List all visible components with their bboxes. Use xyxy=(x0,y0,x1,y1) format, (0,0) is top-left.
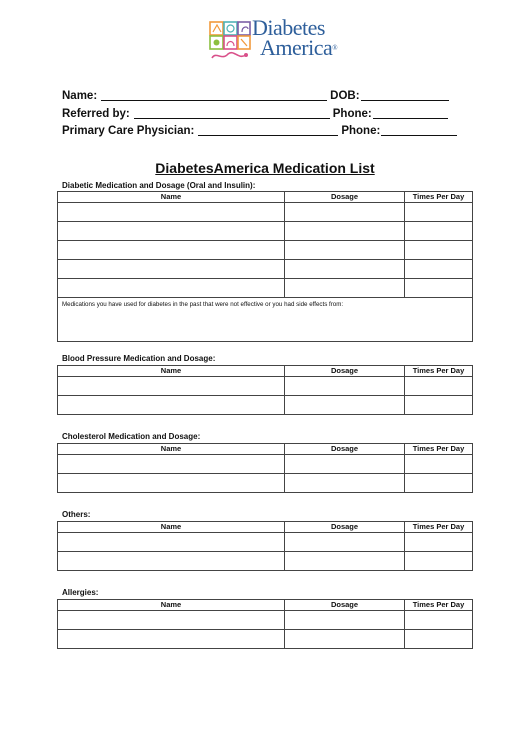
others-table xyxy=(57,521,473,571)
dosage-cell[interactable] xyxy=(285,203,405,222)
table-row xyxy=(58,630,473,649)
referred-by-label: Referred by: xyxy=(62,108,130,120)
dosage-cell[interactable] xyxy=(285,533,405,552)
times-column-header: Times Per Day xyxy=(405,366,473,377)
name-cell[interactable] xyxy=(58,474,285,493)
pcp-field[interactable] xyxy=(198,124,338,136)
table-header-row xyxy=(58,600,473,611)
dosage-column-header: Dosage xyxy=(285,600,405,611)
page-title: DiabetesAmerica Medication List xyxy=(155,160,375,176)
logo-health-icons xyxy=(208,20,252,64)
name-cell[interactable] xyxy=(58,260,285,279)
table-header-row xyxy=(58,192,473,203)
dosage-column-header: Dosage xyxy=(285,522,405,533)
name-label: Name: xyxy=(62,90,98,102)
times-cell[interactable] xyxy=(405,611,473,630)
name-cell[interactable] xyxy=(58,552,285,571)
blood-pressure-section-label: Blood Pressure Medication and Dosage: xyxy=(62,354,216,363)
name-dob-row xyxy=(62,89,452,102)
table-row xyxy=(58,611,473,630)
dob-label: DOB: xyxy=(330,90,360,102)
name-cell[interactable] xyxy=(58,630,285,649)
times-column-header: Times Per Day xyxy=(405,192,473,203)
dosage-cell[interactable] xyxy=(285,552,405,571)
name-column-header: Name xyxy=(58,444,285,455)
times-cell[interactable] xyxy=(405,241,473,260)
table-row xyxy=(58,279,473,298)
pcp-phone-field[interactable] xyxy=(381,124,457,136)
dosage-cell[interactable] xyxy=(285,455,405,474)
past-medications-note: Medications you have used for diabetes in the past that were not effective or you had side effects from: xyxy=(62,301,344,308)
table-row xyxy=(58,455,473,474)
name-cell[interactable] xyxy=(58,203,285,222)
table-row xyxy=(58,474,473,493)
times-column-header: Times Per Day xyxy=(405,600,473,611)
times-cell[interactable] xyxy=(405,222,473,241)
times-cell[interactable] xyxy=(405,533,473,552)
name-cell[interactable] xyxy=(58,279,285,298)
allergies-table xyxy=(57,599,473,649)
name-cell[interactable] xyxy=(58,241,285,260)
times-cell[interactable] xyxy=(405,474,473,493)
table-header-row xyxy=(58,366,473,377)
name-column-header: Name xyxy=(58,600,285,611)
name-column-header: Name xyxy=(58,366,285,377)
table-header-row xyxy=(58,444,473,455)
dosage-cell[interactable] xyxy=(285,222,405,241)
times-cell[interactable] xyxy=(405,260,473,279)
table-row xyxy=(58,203,473,222)
diabetes-america-logo xyxy=(208,15,354,64)
table-row xyxy=(58,396,473,415)
dosage-cell[interactable] xyxy=(285,260,405,279)
table-row xyxy=(58,533,473,552)
dosage-cell[interactable] xyxy=(285,630,405,649)
name-cell[interactable] xyxy=(58,396,285,415)
table-row xyxy=(58,552,473,571)
name-cell[interactable] xyxy=(58,455,285,474)
logo-registered-mark: ® xyxy=(332,44,338,52)
diabetic-medication-table xyxy=(57,191,473,342)
logo-line1: Diabetes xyxy=(252,15,325,40)
referred-phone-row xyxy=(62,107,451,120)
blood-pressure-table xyxy=(57,365,473,415)
times-cell[interactable] xyxy=(405,377,473,396)
name-column-header: Name xyxy=(58,522,285,533)
times-cell[interactable] xyxy=(405,455,473,474)
times-cell[interactable] xyxy=(405,630,473,649)
dosage-column-header: Dosage xyxy=(285,444,405,455)
dosage-cell[interactable] xyxy=(285,241,405,260)
logo-wordmark xyxy=(252,15,338,60)
name-cell[interactable] xyxy=(58,222,285,241)
phone2-label: Phone: xyxy=(341,125,381,137)
pcp-phone-row xyxy=(62,124,460,137)
dosage-column-header: Dosage xyxy=(285,366,405,377)
times-column-header: Times Per Day xyxy=(405,522,473,533)
table-row xyxy=(58,377,473,396)
dosage-cell[interactable] xyxy=(285,279,405,298)
dosage-cell[interactable] xyxy=(285,377,405,396)
dosage-cell[interactable] xyxy=(285,611,405,630)
table-row xyxy=(58,241,473,260)
phone-label: Phone: xyxy=(332,108,372,120)
logo-line2: America xyxy=(260,35,333,60)
times-cell[interactable] xyxy=(405,203,473,222)
times-cell[interactable] xyxy=(405,552,473,571)
dosage-cell[interactable] xyxy=(285,474,405,493)
dosage-column-header: Dosage xyxy=(285,192,405,203)
allergies-section-label: Allergies: xyxy=(62,588,99,597)
referred-phone-field[interactable] xyxy=(373,107,448,119)
cholesterol-table xyxy=(57,443,473,493)
others-section-label: Others: xyxy=(62,510,91,519)
table-row xyxy=(58,260,473,279)
dosage-cell[interactable] xyxy=(285,396,405,415)
cholesterol-section-label: Cholesterol Medication and Dosage: xyxy=(62,432,201,441)
name-field[interactable] xyxy=(101,89,327,101)
referred-by-field[interactable] xyxy=(134,107,330,119)
name-column-header: Name xyxy=(58,192,285,203)
times-cell[interactable] xyxy=(405,396,473,415)
past-medications-cell[interactable] xyxy=(58,298,473,342)
pcp-label: Primary Care Physician: xyxy=(62,125,195,137)
table-header-row xyxy=(58,522,473,533)
times-column-header: Times Per Day xyxy=(405,444,473,455)
diabetic-section-label: Diabetic Medication and Dosage (Oral and Insulin): xyxy=(62,181,256,190)
name-cell[interactable] xyxy=(58,611,285,630)
dob-field[interactable] xyxy=(361,89,449,101)
name-cell[interactable] xyxy=(58,533,285,552)
table-row xyxy=(58,222,473,241)
past-medications-row xyxy=(58,298,473,342)
times-cell[interactable] xyxy=(405,279,473,298)
name-cell[interactable] xyxy=(58,377,285,396)
